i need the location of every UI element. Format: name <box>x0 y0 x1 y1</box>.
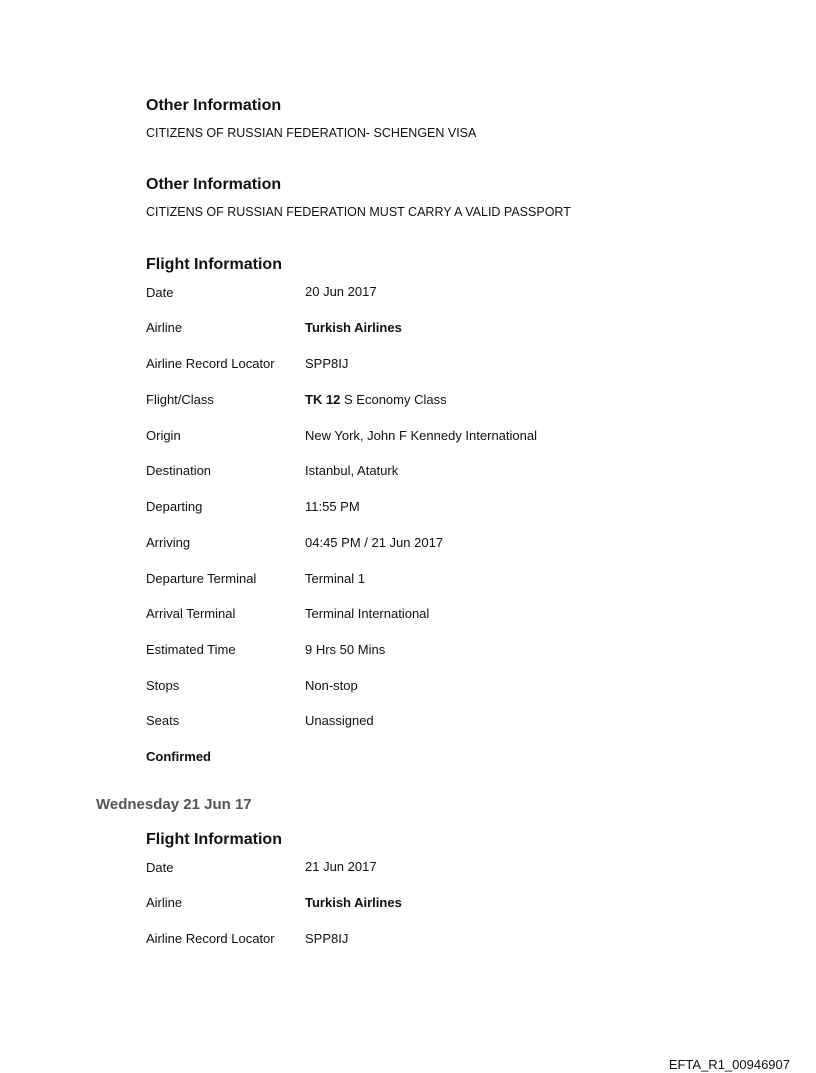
day-heading: Wednesday 21 Jun 17 <box>96 796 252 813</box>
destination-value: Istanbul, Ataturk <box>305 463 399 478</box>
airline-value: Turkish Airlines <box>305 895 402 910</box>
airline-value: Turkish Airlines <box>305 320 402 335</box>
record-locator-value: SPP8IJ <box>305 356 349 371</box>
departing-label: Departing <box>146 499 203 514</box>
departure-terminal-label: Departure Terminal <box>146 571 257 586</box>
flight-info-title: Flight Information <box>146 831 282 848</box>
departing-value: 11:55 PM <box>305 499 360 514</box>
destination-label: Destination <box>146 463 212 478</box>
seats-label: Seats <box>146 713 180 728</box>
arriving-value: 04:45 PM / 21 Jun 2017 <box>305 535 444 550</box>
document-id: EFTA_R1_00946907 <box>668 1057 790 1072</box>
arrival-terminal-label: Arrival Terminal <box>146 606 236 621</box>
seats-value: Unassigned <box>305 713 374 728</box>
flight-class-value <box>305 392 447 407</box>
flight-class: S Economy Class <box>340 392 447 407</box>
departure-terminal-value: Terminal 1 <box>305 571 365 586</box>
estimated-time-value: 9 Hrs 50 Mins <box>305 642 386 657</box>
stops-label: Stops <box>146 678 180 693</box>
arrival-terminal-value: Terminal International <box>305 606 430 621</box>
other-info-text: CITIZENS OF RUSSIAN FEDERATION MUST CARRY A VALID PASSPORT <box>146 205 571 219</box>
origin-value: New York, John F Kennedy International <box>305 428 537 443</box>
flight-info-title: Flight Information <box>146 256 282 273</box>
date-label: Date <box>146 860 174 875</box>
estimated-time-label: Estimated Time <box>146 642 236 657</box>
record-locator-label: Airline Record Locator <box>146 356 275 371</box>
record-locator-value: SPP8IJ <box>305 931 349 946</box>
arriving-label: Arriving <box>146 535 191 550</box>
date-value: 21 Jun 2017 <box>305 859 377 874</box>
other-info-text: CITIZENS OF RUSSIAN FEDERATION- SCHENGEN VISA <box>146 126 477 140</box>
other-info-title: Other Information <box>146 97 282 114</box>
airline-label: Airline <box>146 320 183 335</box>
stops-value: Non-stop <box>305 678 358 693</box>
origin-label: Origin <box>146 428 181 443</box>
flight-number: TK 12 <box>305 392 341 407</box>
airline-label: Airline <box>146 895 183 910</box>
record-locator-label: Airline Record Locator <box>146 931 275 946</box>
other-info-title: Other Information <box>146 176 282 193</box>
booking-status: Confirmed <box>146 749 211 764</box>
flight-class-label: Flight/Class <box>146 392 214 407</box>
date-label: Date <box>146 285 174 300</box>
date-value: 20 Jun 2017 <box>305 284 377 299</box>
